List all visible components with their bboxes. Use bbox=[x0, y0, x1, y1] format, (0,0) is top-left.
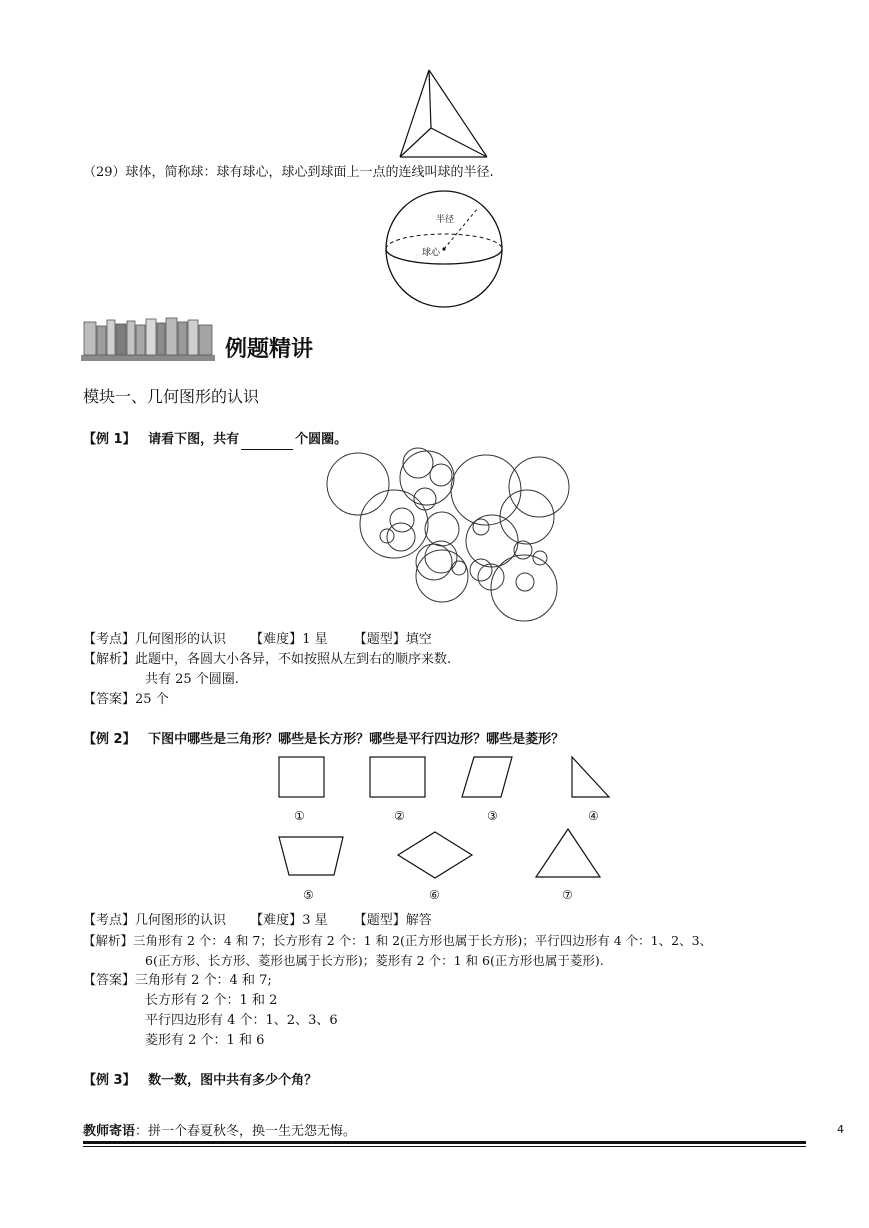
daan-line: 平行四边形有 4 个：1、2、3、6 bbox=[145, 1013, 338, 1028]
ex2-answer bbox=[83, 971, 272, 991]
kaodian-label: 【考点】 bbox=[83, 632, 136, 647]
kaodian-label: 【考点】 bbox=[83, 913, 136, 928]
shape-label: ① bbox=[294, 809, 305, 823]
shape-label: ③ bbox=[487, 809, 498, 823]
kaodian-value: 几何图形的认识 bbox=[135, 913, 227, 928]
shape-4-right-triangle bbox=[572, 757, 609, 797]
ex2-meta bbox=[83, 911, 432, 931]
footer-text: ：拼一个春夏秋冬，换一生无怨无悔。 bbox=[135, 1124, 357, 1139]
tixing-label: 【题型】 bbox=[353, 913, 406, 928]
section-title: 例题精讲 bbox=[225, 337, 314, 362]
ex2-analysis bbox=[83, 931, 712, 951]
shape-3-parallelogram bbox=[462, 757, 512, 797]
daan-label: 【答案】 bbox=[83, 692, 136, 707]
ex1-question-after: 个圆圈。 bbox=[295, 432, 348, 447]
shape-label: ⑦ bbox=[562, 888, 573, 902]
jiexi-line: 共有 25 个圆圈. bbox=[145, 672, 239, 687]
page-number: 4 bbox=[837, 1123, 844, 1136]
shape-5-trapezoid bbox=[279, 837, 343, 875]
kaodian-value: 几何图形的认识 bbox=[135, 632, 227, 647]
jiexi-line: 此题中，各圆大小各异，不如按照从左到右的顺序来数. bbox=[135, 652, 452, 667]
tixing-value: 解答 bbox=[405, 913, 432, 928]
daan-line: 菱形有 2 个：1 和 6 bbox=[145, 1033, 265, 1048]
nandu-value: 3 星 bbox=[302, 913, 328, 928]
shape-1-square bbox=[279, 757, 324, 797]
ex1-tag: 【例 1】 bbox=[83, 432, 136, 447]
daan-label: 【答案】 bbox=[83, 973, 136, 988]
footer-rule-thin bbox=[83, 1146, 806, 1147]
tixing-value: 填空 bbox=[405, 632, 432, 647]
ex2-tag: 【例 2】 bbox=[83, 732, 136, 747]
shape-6-rhombus bbox=[398, 832, 472, 878]
shape-label: ⑤ bbox=[303, 888, 314, 902]
daan-line: 长方形有 2 个：1 和 2 bbox=[145, 993, 278, 1008]
jiexi-line: 三角形有 2 个：4 和 7；长方形有 2 个：1 和 2(正方形也属于长方形)；平行四边形有 4 个：1、2、3、 bbox=[133, 933, 713, 948]
radius-label: 半径 bbox=[436, 215, 455, 225]
ex1-question-before: 请看下图，共有 bbox=[148, 432, 240, 447]
sphere-definition: （29）球体，简称球：球有球心，球心到球面上一点的连线叫球的半径. bbox=[83, 165, 494, 180]
tixing-label: 【题型】 bbox=[353, 632, 406, 647]
jiexi-label: 【解析】 bbox=[83, 652, 136, 667]
ex2-question-text: 下图中哪些是三角形？哪些是长方形？哪些是平行四边形？哪些是菱形？ bbox=[148, 732, 565, 747]
shape-7-triangle bbox=[536, 829, 600, 877]
module-title: 模块一、几何图形的认识 bbox=[83, 387, 260, 406]
footer-motto bbox=[83, 1122, 356, 1142]
ex3-question-text: 数一数，图中共有多少个角？ bbox=[148, 1073, 318, 1088]
jiexi-label: 【解析】 bbox=[83, 933, 134, 948]
footer-label: 教师寄语 bbox=[83, 1124, 136, 1139]
daan-value: 25 个 bbox=[135, 692, 169, 707]
nandu-label: 【难度】 bbox=[250, 913, 303, 928]
footer-rule-thick bbox=[83, 1141, 806, 1144]
daan-line: 三角形有 2 个：4 和 7; bbox=[135, 973, 272, 988]
ex3-question bbox=[83, 1071, 317, 1091]
nandu-label: 【难度】 bbox=[250, 632, 303, 647]
shape-label: ② bbox=[394, 809, 405, 823]
jiexi-line: 6(正方形、长方形、菱形也属于长方形)；菱形有 2 个：1 和 6(正方形也属于菱形). bbox=[145, 953, 604, 968]
shape-2-rectangle bbox=[370, 757, 425, 797]
shape-label: ⑥ bbox=[429, 888, 440, 902]
ex3-tag: 【例 3】 bbox=[83, 1073, 136, 1088]
nandu-value: 1 星 bbox=[302, 632, 328, 647]
shape-label: ④ bbox=[588, 809, 599, 823]
center-label: 球心 bbox=[422, 248, 441, 258]
